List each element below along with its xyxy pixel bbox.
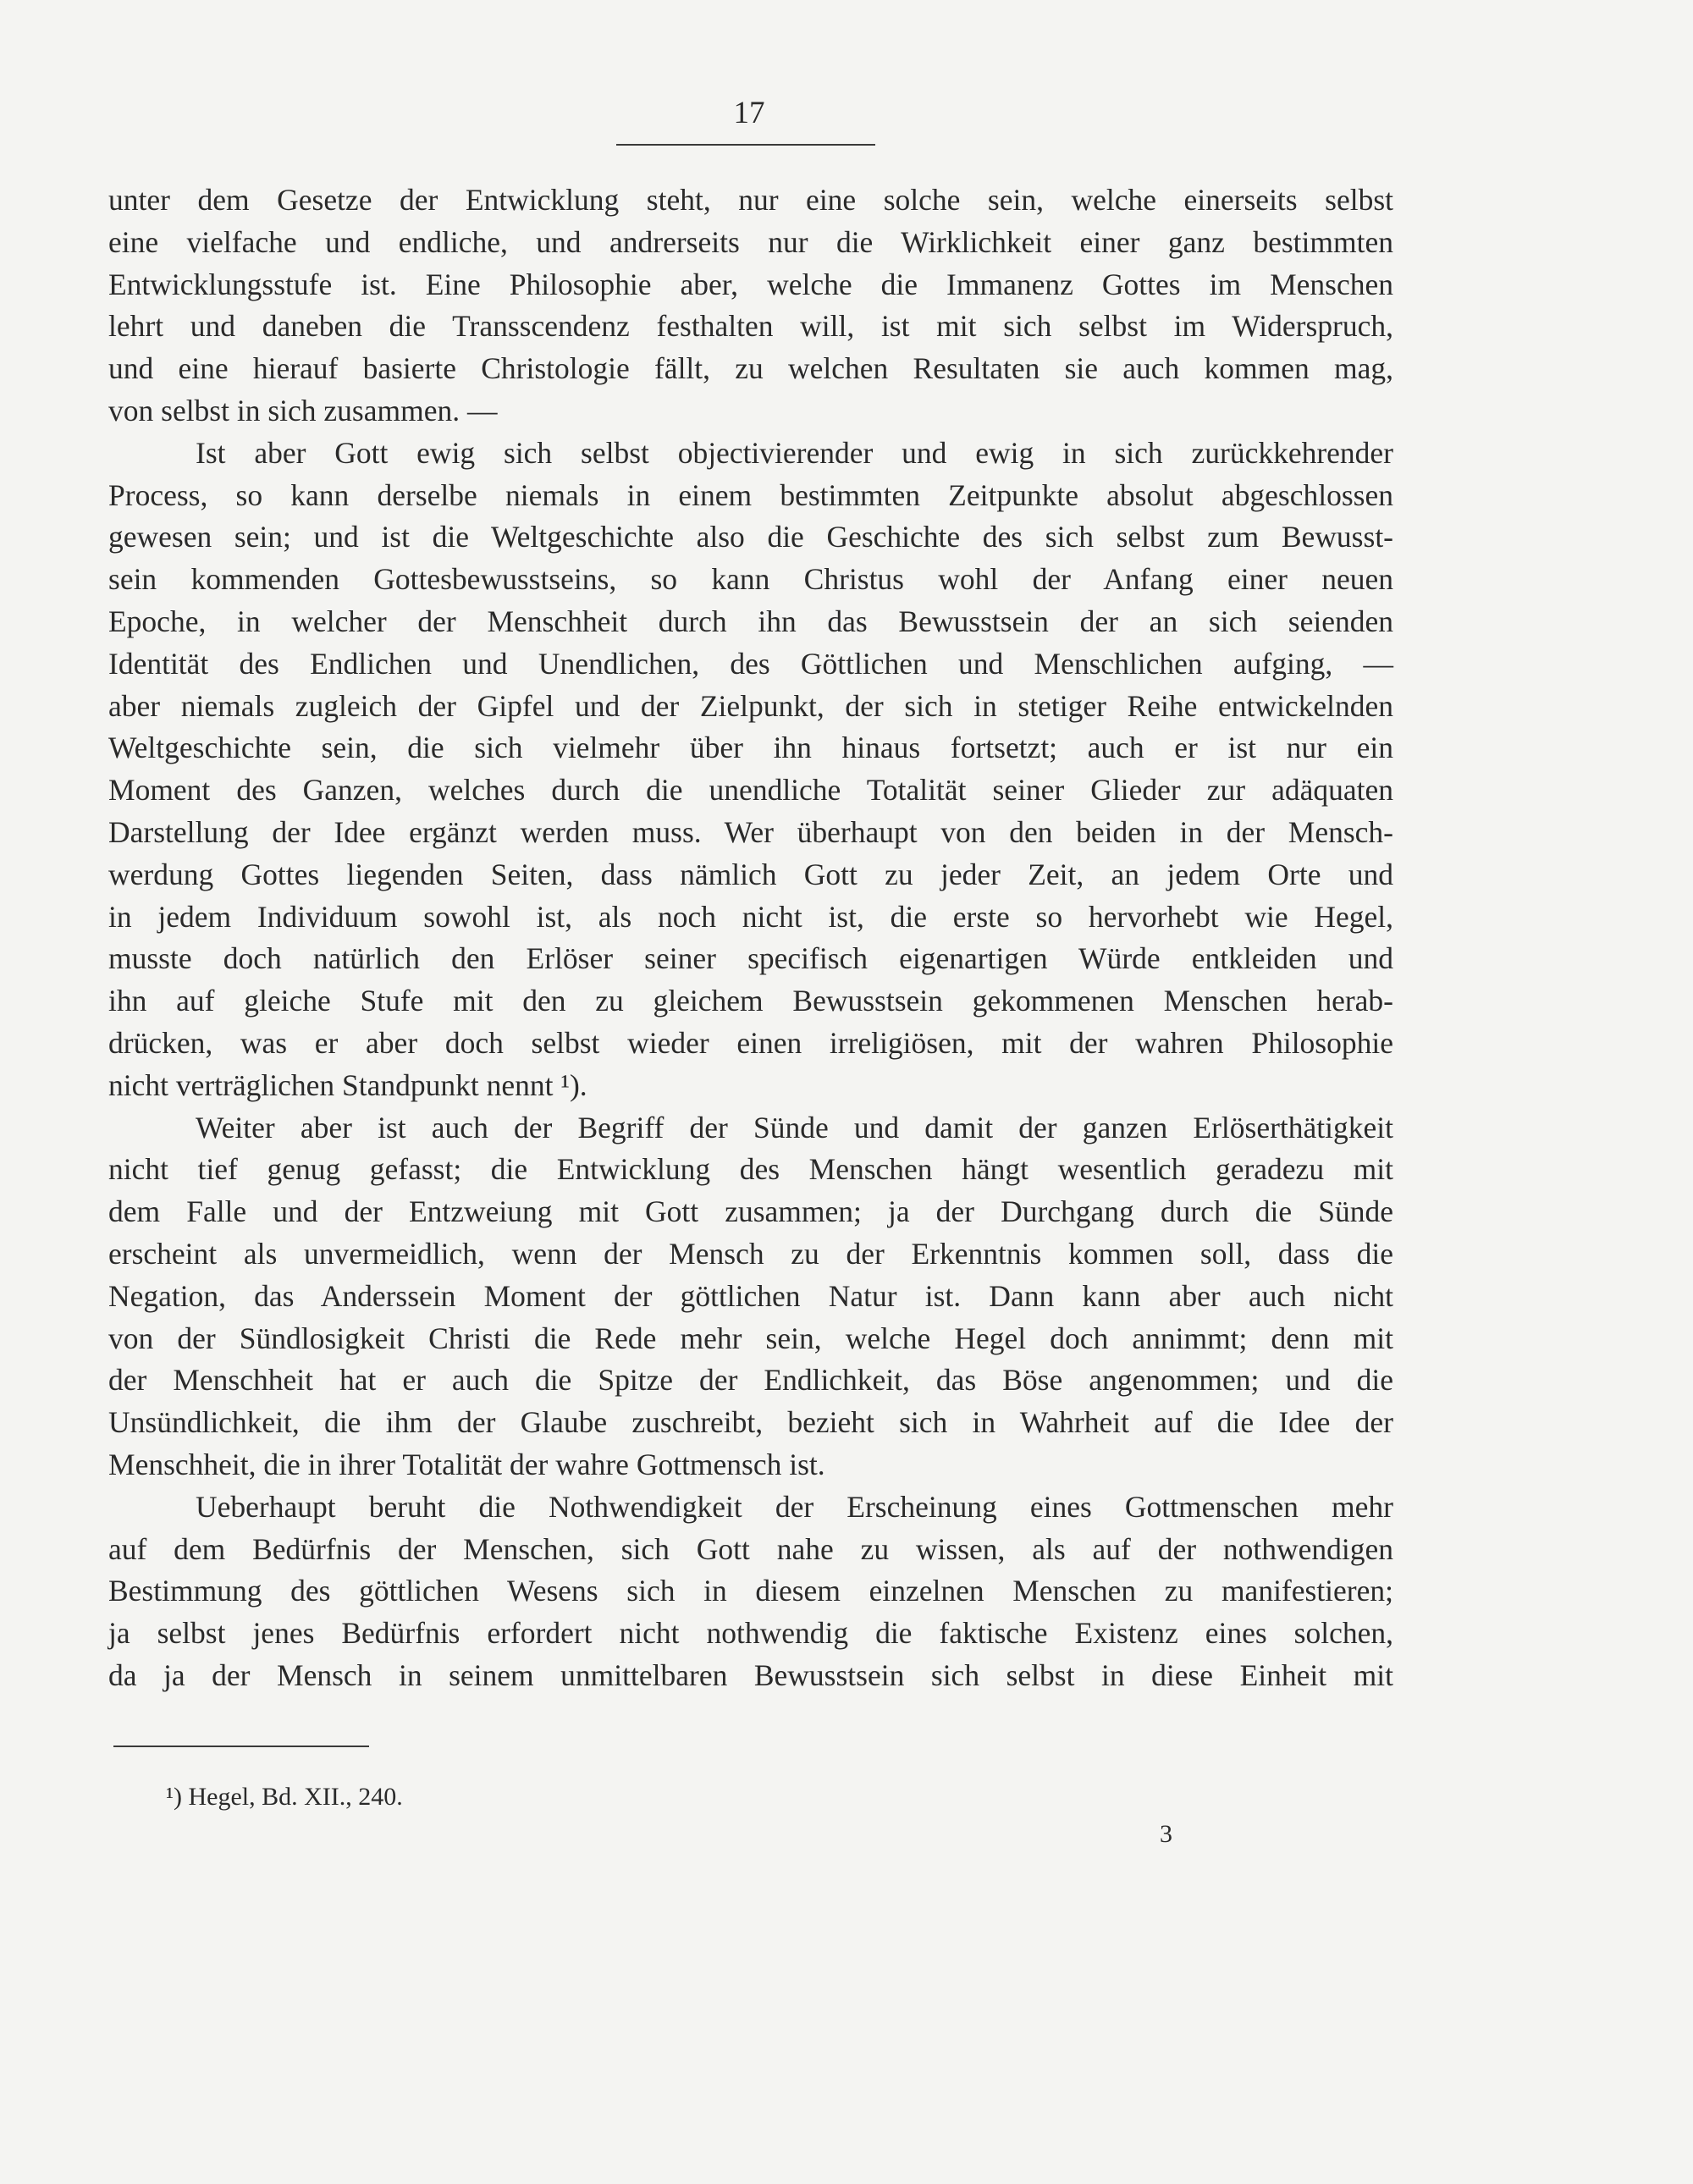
text-line: in jedem Individuum sowohl ist, als noch nicht ist, die erste so hervorhebt wie Hegel, — [108, 899, 1393, 934]
paragraph-2 — [108, 433, 1393, 1107]
footnote-rule — [113, 1746, 369, 1747]
text-line: da ja der Mensch in seinem unmittelbaren Bewusstsein sich selbst in diese Einheit mit — [108, 1657, 1393, 1692]
page-number: 17 — [733, 96, 765, 130]
text-line: von der Sündlosigkeit Christi die Rede mehr sein, welche Hegel doch annimmt; denn mit — [108, 1321, 1393, 1355]
text-line: drücken, was er aber doch selbst wieder einen irreligiösen, mit der wahren Philosophie — [108, 1025, 1393, 1060]
signature-mark: 3 — [1160, 1820, 1172, 1848]
text-line: Epoche, in welcher der Menschheit durch ihn das Bewusstsein der an sich seienden — [108, 604, 1393, 638]
text-line: ja selbst jenes Bedürfnis erfordert nicht nothwendig die faktische Existenz eines solchen, — [108, 1616, 1393, 1651]
text-line: gewesen sein; und ist die Weltgeschichte also die Geschichte des sich selbst zum Bewusst- — [108, 520, 1393, 554]
text-line: werdung Gottes liegenden Seiten, dass nämlich Gott zu jeder Zeit, an jedem Orte und — [108, 857, 1393, 891]
text-line: Menschheit, die in ihrer Totalität der wahre Gottmensch ist. — [108, 1447, 825, 1481]
text-line: eine vielfache und endliche, und andrerseits nur die Wirklichkeit einer ganz bestimmten — [108, 224, 1393, 259]
text-line: nicht tief genug gefasst; die Entwicklung des Menschen hängt wesentlich geradezu mit — [108, 1152, 1393, 1187]
text-line: erscheint als unvermeidlich, wenn der Mensch zu der Erkenntnis kommen soll, dass die — [108, 1236, 1393, 1271]
text-line: Weiter aber ist auch der Begriff der Sünde und damit der ganzen Erlöserthätigkeit — [196, 1110, 1393, 1144]
text-line: lehrt und daneben die Transscendenz festhalten will, ist mit sich selbst im Widerspruch, — [108, 309, 1393, 344]
text-line: unter dem Gesetze der Entwicklung steht, nur eine solche sein, welche einerseits selbst — [108, 183, 1393, 217]
text-line: ihn auf gleiche Stufe mit den zu gleichem Bewusstsein gekommenen Menschen herab- — [108, 984, 1393, 1018]
text-line: Ist aber Gott ewig sich selbst objectivierender und ewig in sich zurückkehrender — [196, 435, 1393, 470]
text-line: Process, so kann derselbe niemals in einem bestimmten Zeitpunkte absolut abgeschlossen — [108, 477, 1393, 512]
text-line: Darstellung der Idee ergänzt werden muss. Wer überhaupt von den beiden in der Mensch- — [108, 814, 1393, 849]
text-line: Ueberhaupt beruht die Nothwendigkeit der Erscheinung eines Gottmenschen mehr — [196, 1489, 1393, 1524]
paragraph-4 — [108, 1486, 1393, 1697]
body-text — [108, 179, 1393, 1697]
paragraph-1 — [108, 179, 1393, 433]
paragraph-3 — [108, 1107, 1393, 1486]
text-line: Weltgeschichte sein, die sich vielmehr über ihn hinaus fortsetzt; auch er ist nur ein — [108, 731, 1393, 765]
text-line: Unsündlichkeit, die ihm der Glaube zuschreibt, bezieht sich in Wahrheit auf die Idee der — [108, 1405, 1393, 1440]
text-line: Bestimmung des göttlichen Wesens sich in diesem einzelnen Menschen zu manifestieren; — [108, 1574, 1393, 1608]
text-line: Moment des Ganzen, welches durch die unendliche Totalität seiner Glieder zur adäquaten — [108, 773, 1393, 808]
header-rule — [616, 144, 875, 146]
text-line: Entwicklungsstufe ist. Eine Philosophie aber, welche die Immanenz Gottes im Menschen — [108, 267, 1393, 301]
text-line: auf dem Bedürfnis der Menschen, sich Gott nahe zu wissen, als auf der nothwendigen — [108, 1531, 1393, 1566]
text-line: der Menschheit hat er auch die Spitze der Endlichkeit, das Böse angenommen; und die — [108, 1363, 1393, 1398]
text-line: sein kommenden Gottesbewusstseins, so kann Christus wohl der Anfang einer neuen — [108, 562, 1393, 597]
text-line: musste doch natürlich den Erlöser seiner specifisch eigenartigen Würde entkleiden und — [108, 941, 1393, 976]
text-line: von selbst in sich zusammen. — — [108, 393, 498, 427]
footnote: ¹) Hegel, Bd. XII., 240. — [166, 1783, 403, 1811]
text-line: dem Falle und der Entzweiung mit Gott zusammen; ja der Durchgang durch die Sünde — [108, 1194, 1393, 1229]
text-line: und eine hierauf basierte Christologie fällt, zu welchen Resultaten sie auch kommen mag, — [108, 351, 1393, 386]
text-line: Negation, das Anderssein Moment der göttlichen Natur ist. Dann kann aber auch nicht — [108, 1278, 1393, 1313]
text-line: nicht verträglichen Standpunkt nennt ¹). — [108, 1067, 587, 1102]
text-line: aber niemals zugleich der Gipfel und der Zielpunkt, der sich in stetiger Reihe entwickelnden — [108, 688, 1393, 723]
text-line: Identität des Endlichen und Unendlichen, des Göttlichen und Menschlichen aufging, — — [108, 646, 1393, 681]
